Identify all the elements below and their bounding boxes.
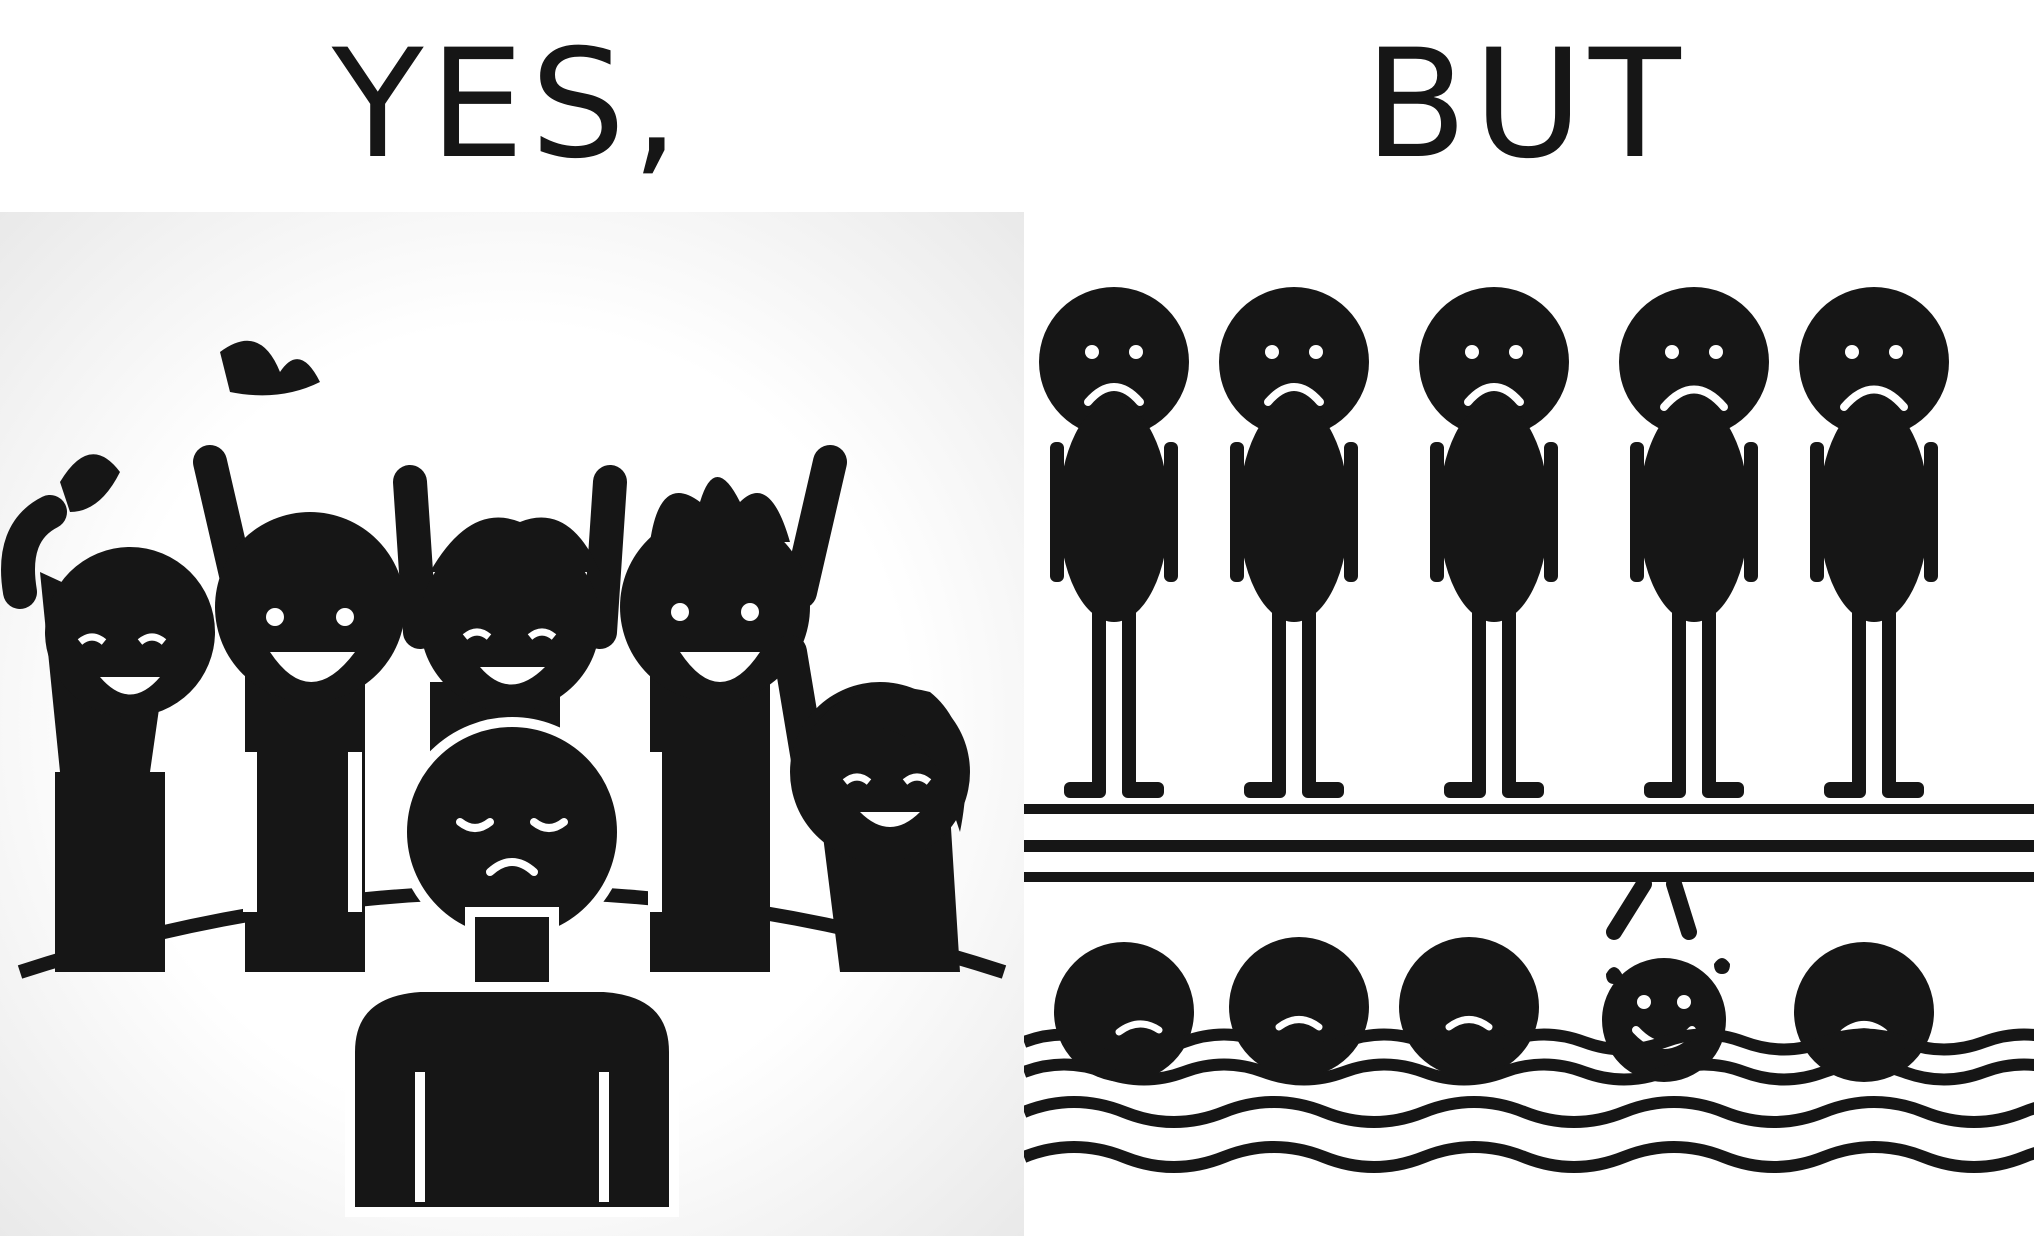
sad-standing-person-2-icon [1219,287,1369,798]
left-panel [0,212,1024,1236]
cheering-crowd-illustration [0,212,1024,1236]
pool-scene-illustration [1024,212,2034,1236]
happy-person-2-icon [210,341,405,972]
sad-person-icon [350,722,674,1212]
caption-but: BUT [1364,18,1687,192]
diving-legs-icon [1614,884,1689,932]
sad-swimmer-3-icon [1399,937,1539,1077]
happy-person-1-icon [18,454,215,972]
sad-standing-person-5-icon [1799,287,1949,798]
caption-yes: YES, [331,18,686,192]
sad-swimmer-2-icon [1229,937,1369,1077]
right-panel [1024,212,2034,1236]
sad-standing-person-4-icon [1619,287,1769,798]
sad-standing-person-1-icon [1039,287,1189,798]
sad-standing-person-3-icon [1419,287,1569,798]
ledge-icon [1024,804,2034,882]
